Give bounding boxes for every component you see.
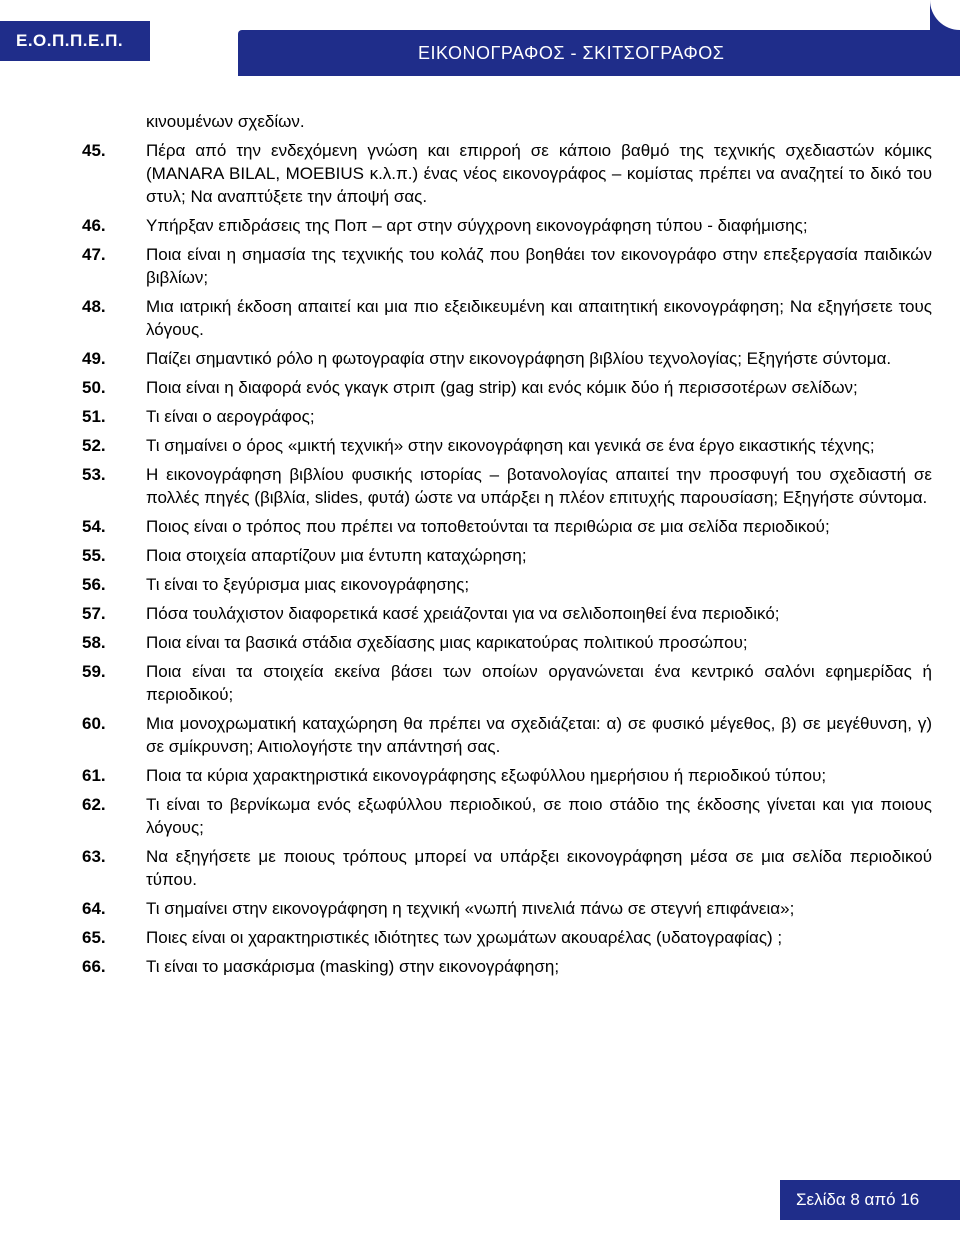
document-body <box>82 110 932 984</box>
question-number: 63. <box>82 847 106 866</box>
question-number: 48. <box>82 297 106 316</box>
continuation-text: κινουμένων σχεδίων. <box>146 112 305 131</box>
question-text: Ποια τα κύρια χαρακτηριστικά εικονογράφησης εξωφύλλου ημερήσιου ή περιοδικού τύπου; <box>146 766 827 785</box>
question-number: 49. <box>82 349 106 368</box>
question-number: 46. <box>82 216 106 235</box>
question-item <box>82 897 932 920</box>
question-item <box>82 376 932 399</box>
question-item <box>82 631 932 654</box>
question-item <box>82 845 932 891</box>
question-item <box>82 573 932 596</box>
page-number-footer: Σελίδα 8 από 16 <box>780 1180 960 1220</box>
question-text: Ποια είναι τα βασικά στάδια σχεδίασης μιας καρικατούρας πολιτικού προσώπου; <box>146 633 748 652</box>
question-item <box>82 434 932 457</box>
question-text: Υπήρξαν επιδράσεις της Ποπ – αρτ στην σύγχρονη εικονογράφηση τύπου - διαφήμισης; <box>146 216 808 235</box>
question-text: Μια μονοχρωματική καταχώρηση θα πρέπει να σχεδιάζεται: α) σε φυσικό μέγεθος, β) σε μεγέθυνση, γ) σε σμίκρυνση; Αιτιολογήστε την απάντησή σας. <box>146 714 932 756</box>
question-number: 55. <box>82 546 106 565</box>
question-item <box>82 660 932 706</box>
question-item <box>82 955 932 978</box>
question-text: Τι σημαίνει στην εικονογράφηση η τεχνική «νωπή πινελιά πάνω σε στεγνή επιφάνεια»; <box>146 899 795 918</box>
question-number: 47. <box>82 245 106 264</box>
question-text: Ποια είναι η σημασία της τεχνικής του κολάζ που βοηθάει τον εικονογράφο στην επεξεργασία παιδικών βιβλίων; <box>146 245 932 287</box>
question-text: Μια ιατρική έκδοση απαιτεί και μια πιο εξειδικευμένη και απαιτητική εικονογράφηση; Να εξηγήσετε τους λόγους. <box>146 297 932 339</box>
question-item <box>82 243 932 289</box>
question-text: Τι είναι το ξεγύρισμα μιας εικονογράφησης; <box>146 575 470 594</box>
question-item <box>82 926 932 949</box>
question-number: 59. <box>82 662 106 681</box>
question-text: Τι σημαίνει ο όρος «μικτή τεχνική» στην εικονογράφηση και γενικά σε ένα έργο εικαστικής τέχνης; <box>146 436 875 455</box>
question-text: Η εικονογράφηση βιβλίου φυσικής ιστορίας – βοτανολογίας απαιτεί την προσφυγή του σχεδιαστή σε πολλές πηγές (βιβλία, slides, φυτά) ώστε να υπάρξει η πλέον επιτυχής παρουσίαση; Εξηγήστε σύντομα. <box>146 465 932 507</box>
question-item <box>82 712 932 758</box>
question-item <box>82 602 932 625</box>
question-text: Ποια είναι η διαφορά ενός γκαγκ στριπ (gag strip) και ενός κόμικ δύο ή περισσοτέρων σελίδων; <box>146 378 858 397</box>
page-header <box>0 0 960 76</box>
question-number: 66. <box>82 957 106 976</box>
question-number: 57. <box>82 604 106 623</box>
question-item <box>82 463 932 509</box>
question-text: Παίζει σημαντικό ρόλο η φωτογραφία στην εικονογράφηση βιβλίου τεχνολογίας; Εξηγήστε σύντομα. <box>146 349 892 368</box>
question-text: Ποια είναι τα στοιχεία εκείνα βάσει των οποίων οργανώνεται ένα κεντρικό σαλόνι εφημερίδας ή περιοδικού; <box>146 662 932 704</box>
header-org-label: Ε.Ο.Π.Π.Ε.Π. <box>0 21 150 61</box>
question-number: 51. <box>82 407 106 426</box>
question-number: 54. <box>82 517 106 536</box>
header-gap <box>150 21 238 61</box>
question-item <box>82 764 932 787</box>
question-number: 61. <box>82 766 106 785</box>
question-number: 60. <box>82 714 106 733</box>
question-text: Πόσα τουλάχιστον διαφορετικά κασέ χρειάζονται για να σελιδοποιηθεί ένα περιοδικό; <box>146 604 780 623</box>
header-title: ΕΙΚΟΝΟΓΡΑΦΟΣ - ΣΚΙΤΣΟΓΡΑΦΟΣ <box>238 30 960 76</box>
question-number: 56. <box>82 575 106 594</box>
question-item <box>82 515 932 538</box>
question-text: Ποια στοιχεία απαρτίζουν μια έντυπη καταχώρηση; <box>146 546 527 565</box>
question-item <box>82 347 932 370</box>
question-item <box>82 139 932 208</box>
question-number: 45. <box>82 141 106 160</box>
question-number: 62. <box>82 795 106 814</box>
question-number: 53. <box>82 465 106 484</box>
question-item <box>82 295 932 341</box>
question-number: 50. <box>82 378 106 397</box>
question-number: 65. <box>82 928 106 947</box>
question-text: Τι είναι ο αερογράφος; <box>146 407 315 426</box>
question-number: 52. <box>82 436 106 455</box>
question-item <box>82 214 932 237</box>
question-number: 64. <box>82 899 106 918</box>
question-text: Να εξηγήσετε με ποιους τρόπους μπορεί να υπάρξει εικονογράφηση μέσα σε μια σελίδα περιοδικού τύπου. <box>146 847 932 889</box>
question-text: Πέρα από την ενδεχόμενη γνώση και επιρροή σε κάποιο βαθμό της τεχνικής σχεδιαστών κόμικς (MANARA BILAL, MOEBIUS κ.λ.π.) ένας νέος εικονογράφος – κομίστας πρέπει να αναζητεί το δικό του στυλ; Να αναπτύξετε την άποψή σας. <box>146 141 932 206</box>
question-list <box>82 139 932 978</box>
question-number: 58. <box>82 633 106 652</box>
question-text: Τι είναι το μασκάρισμα (masking) στην εικονογράφηση; <box>146 957 560 976</box>
question-item <box>82 793 932 839</box>
question-text: Ποιες είναι οι χαρακτηριστικές ιδιότητες των χρωμάτων ακουαρέλας (υδατογραφίας) ; <box>146 928 783 947</box>
question-text: Ποιος είναι ο τρόπος που πρέπει να τοποθετούνται τα περιθώρια σε μια σελίδα περιοδικού; <box>146 517 830 536</box>
question-text: Τι είναι το βερνίκωμα ενός εξωφύλλου περιοδικού, σε ποιο στάδιο της έκδοσης γίνεται και για ποιους λόγους; <box>146 795 932 837</box>
question-item <box>82 405 932 428</box>
question-item <box>82 544 932 567</box>
